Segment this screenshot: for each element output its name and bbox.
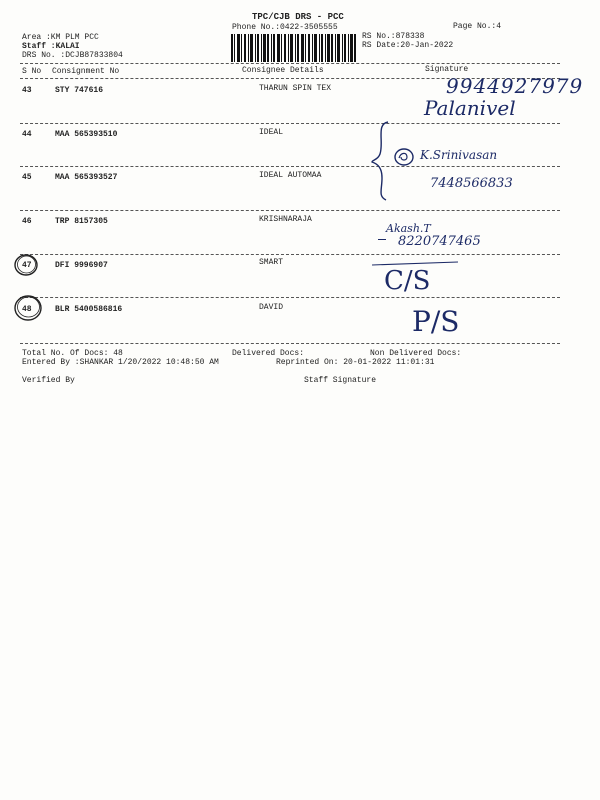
staff-signature: Staff Signature xyxy=(304,376,377,385)
document-title: TPC/CJB DRS - PCC xyxy=(252,12,344,22)
row-consignee: IDEAL xyxy=(259,128,284,137)
drs-number: DRS No. :DCJB87833804 xyxy=(22,51,123,60)
col-consignee: Consignee Details xyxy=(242,66,324,75)
non-delivered-docs: Non Delivered Docs: xyxy=(370,349,462,358)
reprinted-on: Reprinted On: 20-01-2022 11:01:31 xyxy=(276,358,435,367)
row-consignee: IDEAL AUTOMAA xyxy=(259,171,322,180)
row-consignment: MAA 565393510 xyxy=(55,130,118,139)
handwritten-signature: K.Srinivasan xyxy=(420,148,498,162)
row-divider xyxy=(20,123,560,124)
entered-by: Entered By :SHANKAR 1/20/2022 10:48:50 AM xyxy=(22,358,219,367)
row-consignment: TRP 8157305 xyxy=(55,217,108,226)
handwritten-dash xyxy=(378,239,386,240)
handwritten-phone: 8220747465 xyxy=(398,234,481,249)
row-sno: 46 xyxy=(22,217,32,226)
rs-date: RS Date:20-Jan-2022 xyxy=(362,41,454,50)
row-consignment: MAA 565393527 xyxy=(55,173,118,182)
row-sno: 43 xyxy=(22,86,32,95)
row-divider xyxy=(20,166,560,167)
handwritten-signature: Palanivel xyxy=(424,96,516,120)
barcode xyxy=(231,34,357,62)
row-consignee: THARUN SPIN TEX xyxy=(259,84,332,93)
divider xyxy=(20,63,560,64)
row-consignment: STY 747616 xyxy=(55,86,104,95)
staff-field: Staff :KALAI xyxy=(22,42,80,51)
handwritten-note: C/S xyxy=(384,266,431,296)
row-consignment: DFI 9996907 xyxy=(55,261,108,270)
handwritten-phone: 7448566833 xyxy=(430,176,513,191)
row-sno: 45 xyxy=(22,173,32,182)
row-consignment: BLR 5400586816 xyxy=(55,305,123,314)
handwritten-phone: 9944927979 xyxy=(446,74,584,98)
divider xyxy=(20,343,560,344)
row-divider xyxy=(20,210,560,211)
handwritten-note: P/S xyxy=(412,305,460,338)
handwritten-line xyxy=(372,261,458,265)
verified-by: Verified By xyxy=(22,376,75,385)
col-sno: S No xyxy=(22,67,42,76)
row-sno: 48 xyxy=(22,305,32,314)
phone-number: Phone No.:0422-3505555 xyxy=(232,23,338,32)
row-consignee: KRISHNARAJA xyxy=(259,215,312,224)
row-consignee: SMART xyxy=(259,258,284,267)
row-divider xyxy=(20,297,560,298)
row-consignee: DAVID xyxy=(259,303,284,312)
circled-initial-mark xyxy=(392,146,416,168)
col-consignment: Consignment No xyxy=(52,67,120,76)
handwritten-signature: Akash.T xyxy=(386,222,431,235)
page-number: Page No.:4 xyxy=(453,22,502,31)
row-sno: 47 xyxy=(22,261,32,270)
total-docs: Total No. Of Docs: 48 xyxy=(22,349,123,358)
delivered-docs: Delivered Docs: xyxy=(232,349,305,358)
col-signature: Signature xyxy=(425,65,469,74)
rs-number: RS No.:878338 xyxy=(362,32,425,41)
row-sno: 44 xyxy=(22,130,32,139)
area-field: Area :KM PLM PCC xyxy=(22,33,99,42)
row-divider xyxy=(20,254,560,255)
